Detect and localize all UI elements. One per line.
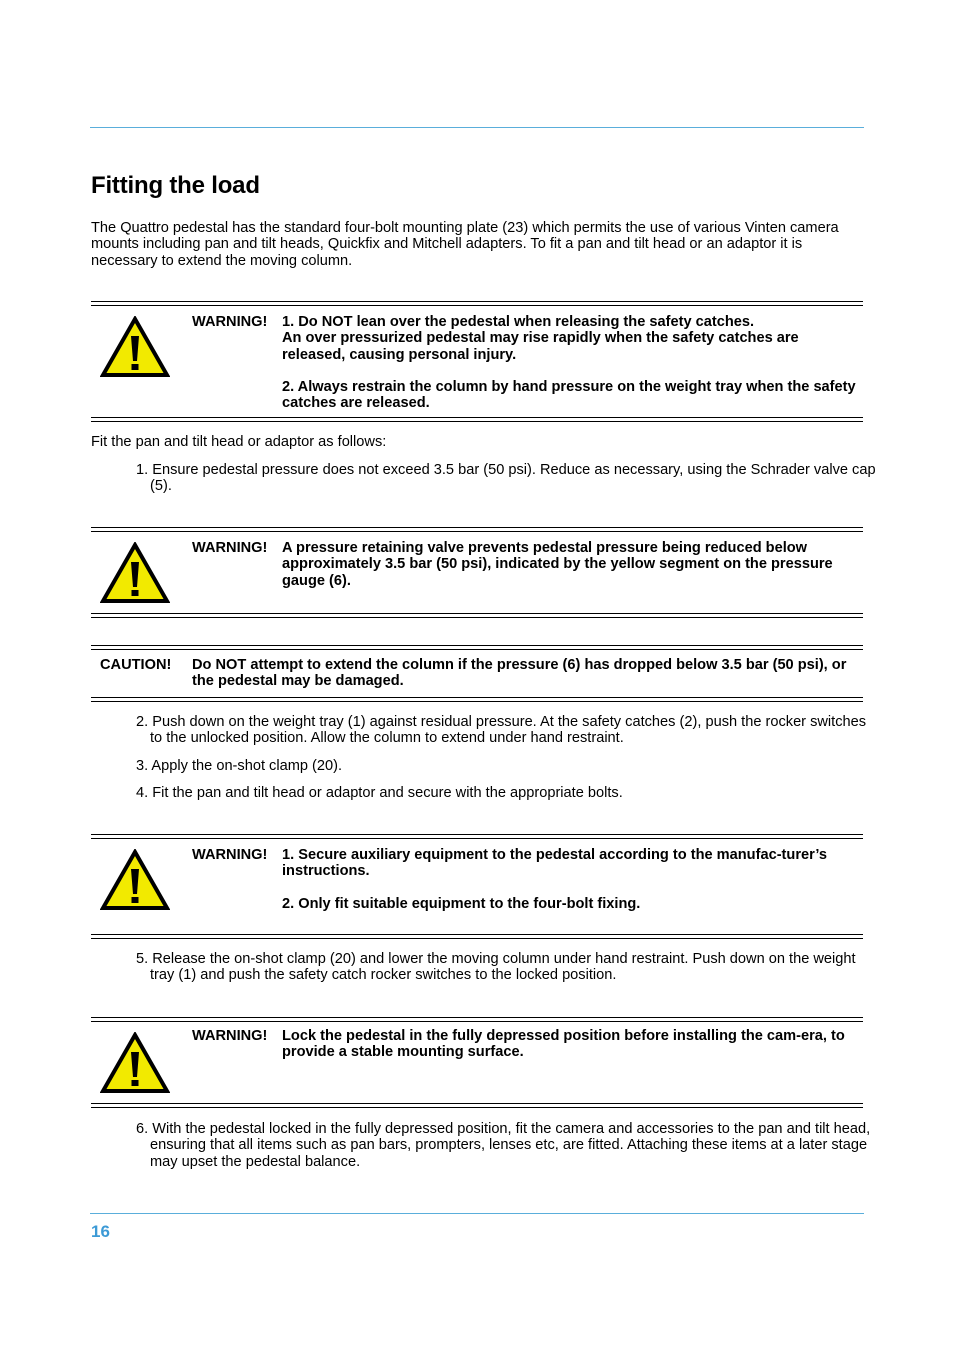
warning-label: WARNING! <box>192 1028 268 1044</box>
warning-point-1: 1. Do NOT lean over the pedestal when releasing the safety catches. <box>282 314 755 330</box>
warning-box-3 <box>91 834 863 940</box>
step-3: 3. Apply the on-shot clamp (20). <box>136 758 343 774</box>
step-4: 4. Fit the pan and tilt head or adaptor and secure with the appropriate bolts. <box>136 785 623 801</box>
fit-intro: Fit the pan and tilt head or adaptor as follows: <box>91 434 387 450</box>
page-title: Fitting the load <box>91 172 260 199</box>
warning-box-1 <box>91 301 863 422</box>
step-1: 1. Ensure pedestal pressure does not exceed 3.5 bar (50 psi). Reduce as necessary, using the Schrader valve cap (5). <box>136 462 876 495</box>
warning-point-2: 2. Only fit suitable equipment to the four-bolt fixing. <box>282 895 641 912</box>
warning-triangle-icon <box>100 542 170 604</box>
warning-point-2: 2. Always restrain the column by hand pressure on the weight tray when the safety catches are released. <box>282 378 856 412</box>
warning-text <box>282 847 862 912</box>
footer-rule <box>90 1213 864 1214</box>
caution-label: CAUTION! <box>100 657 172 673</box>
warning-box-4 <box>91 1017 863 1109</box>
warning-point-1: 1. Secure auxiliary equipment to the pedestal according to the manufac-turer’s instructions. <box>282 847 827 880</box>
warning-label: WARNING! <box>192 540 268 556</box>
warning-triangle-icon <box>100 316 170 378</box>
step-2: 2. Push down on the weight tray (1) against residual pressure. At the safety catches (2), push the rocker switches to the unlocked position. Allow the column to extend under hand restraint. <box>136 714 867 747</box>
page-number: 16 <box>91 1222 110 1241</box>
caution-box <box>91 645 863 703</box>
step-5: 5. Release the on-shot clamp (20) and lower the moving column under hand restraint. Push down on the weight tray (1) and push the safety catch rocker switches to the locked position. <box>136 951 856 984</box>
warning-text <box>282 314 862 411</box>
header-rule <box>90 127 864 128</box>
intro-paragraph: The Quattro pedestal has the standard four-bolt mounting plate (23) which permits the use of various Vinten camera mounts including pan and tilt heads, Quickfix and Mitchell adapters. To fit a pan and tilt head or an adaptor it is necessary to extend the moving column. <box>91 220 839 269</box>
warning-triangle-icon <box>100 1032 170 1094</box>
warning-box-2 <box>91 527 863 618</box>
warning-text: A pressure retaining valve prevents pedestal pressure being reduced below approximately 3.5 bar (50 psi), indicated by the yellow segment on the pressure gauge (6). <box>282 540 833 589</box>
warning-label: WARNING! <box>192 847 268 863</box>
step-6: 6. With the pedestal locked in the fully depressed position, fit the camera and accessories to the pan and tilt head, ensuring that all items such as pan bars, prompters, lenses etc, are fitted. Attaching these items at a later stage may upset the pedestal balance. <box>136 1121 871 1170</box>
warning-text: Lock the pedestal in the fully depressed position before installing the cam-era, to provide a stable mounting surface. <box>282 1028 845 1061</box>
warning-label: WARNING! <box>192 314 268 330</box>
warning-point-1-detail: An over pressurized pedestal may rise rapidly when the safety catches are released, causing personal injury. <box>282 330 799 363</box>
warning-triangle-icon <box>100 849 170 911</box>
caution-text: Do NOT attempt to extend the column if the pressure (6) has dropped below 3.5 bar (50 psi), or the pedestal may be damaged. <box>192 657 847 690</box>
